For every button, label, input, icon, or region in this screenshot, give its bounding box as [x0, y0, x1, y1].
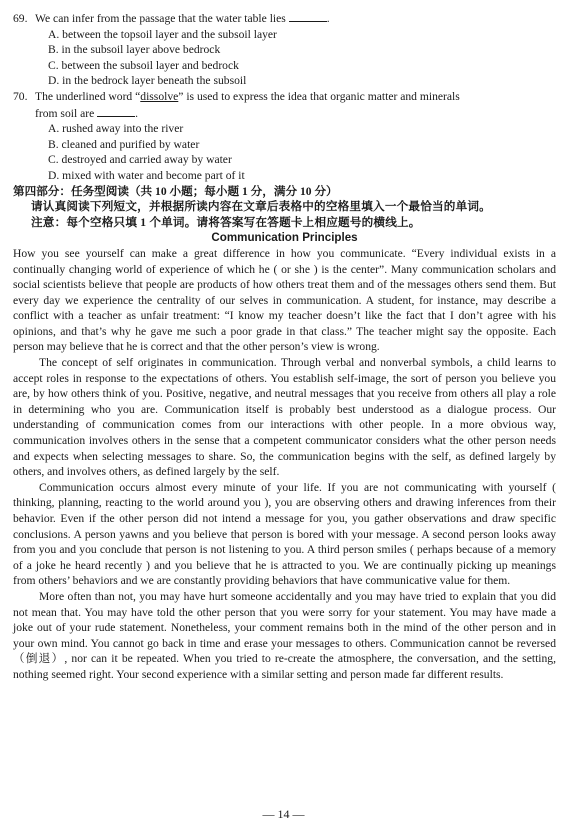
question-text: We can infer from the passage that the water table lies [35, 12, 286, 25]
option-b: B. in the subsoil layer above bedrock [48, 43, 221, 57]
option-c: C. destroyed and carried away by water [48, 153, 232, 167]
question-70-stem-cont [13, 105, 556, 122]
passage-title: Communication Principles [211, 231, 358, 245]
question-text: The underlined word “ [35, 89, 141, 103]
passage-paragraph-2: The concept of self originates in communication. Through verbal and nonverbal symbols, a child learns to accept roles in response to the expectations of others. You establish self-image, the sort of person you believe you are, by how others think of you. Positive, negative, and neutral messages that you receive from others all play a role in determining who you are. Communication itself is probably best understood as a dialogue process. Our understanding of communication comes from our interactions with other people. In a more obvious way, communication involves others in the sense that a competent communicator considers what the other person needs and expects when selecting messages to share. So, the communication begins with the self, as defined largely by others, and involves others, as defined largely by the self. [13, 356, 556, 479]
question-70-stem [13, 89, 556, 105]
underlined-word: dissolve [140, 89, 179, 103]
answer-blank [97, 105, 135, 117]
option-a: A. between the topsoil layer and the subsoil layer [48, 27, 277, 41]
question-number: 70. [13, 89, 28, 103]
question-69 [13, 10, 556, 89]
option-d: D. mixed with water and become part of it [48, 168, 245, 182]
passage-paragraph-1: How you see yourself can make a great difference in how you communicate. “Every individual exists in a continually changing world of experience of which he ( or she ) is the center”. Many communication scholars and social scientists believe that people are products of how others treat them and of the messages others send them. But every day we experience the centrality of our selves in communication. A student, for instance, may describe a conflict with a teacher as unfair treatment: “I know my teacher doesn’t like the fact that I don’t agree with his opinions, and that’s why he gave me such a poor grade in that class.” The teacher might say the opposite. Each person may believe that he is correct and that the other person’s view is wrong. [13, 246, 556, 354]
exam-page [13, 10, 556, 683]
passage-paragraph-4: More often than not, you may have hurt someone accidentally and you may have tried to explain that you did not mean that. You may have told the other person that you were sorry for your statement. You may have made a joke out of your rude statement. Nonetheless, your comment remains both in the mind of the other person and in your own mind. You cannot go back in time and erase your messages to others. Communication cannot be reversed（倒退）, nor can it be repeated. When you tried to re-create the atmosphere, the conversation, and the setting, nothing seemed right. Your second experience with a similar setting and person made far different results. [13, 589, 556, 681]
section-heading: 第四部分：任务型阅读（共 10 小题；每小题 1 分，满分 10 分） [13, 184, 338, 198]
question-number: 69. [13, 12, 28, 25]
section-note: 注意：每个空格只填 1 个单词。请将答案写在答题卡上相应题号的横线上。 [31, 215, 421, 229]
section-instruction: 请认真阅读下列短文，并根据所读内容在文章后表格中的空格里填入一个最恰当的单词。 [31, 200, 491, 214]
option-d: D. in the bedrock layer beneath the subsoil [48, 74, 247, 88]
option-a: A. rushed away into the river [48, 122, 184, 136]
question-70 [13, 89, 556, 184]
question-text-end: . [326, 12, 330, 25]
option-c: C. between the subsoil layer and bedrock [48, 58, 239, 72]
answer-blank [289, 10, 327, 22]
passage-paragraph-3: Communication occurs almost every minute of your life. If you are not communicating with yourself ( thinking, planning, reacting to the world around you ), you are observing others and drawing inferences from their behavior. Even if the other person did not intend a message for you, you gather observations and draw specific conclusions. A person yawns and you believe that person is bored with your message. A second person looks away from you and you conclude that person is not listening to you. A third person smiles ( perhaps because of a memory of a joke he heard recently ) and you believe that he is attracted to you. We are continually picking up meanings from others’ behaviors and we are constantly providing behaviors that have communicative value for them. [13, 480, 556, 588]
question-text-end: . [135, 106, 139, 120]
question-text: from soil are [35, 106, 95, 120]
question-69-stem [13, 10, 556, 27]
page-number: — 14 — [262, 807, 305, 821]
option-b: B. cleaned and purified by water [48, 137, 200, 151]
question-text: ” is used to express the idea that organic matter and minerals [178, 89, 460, 103]
